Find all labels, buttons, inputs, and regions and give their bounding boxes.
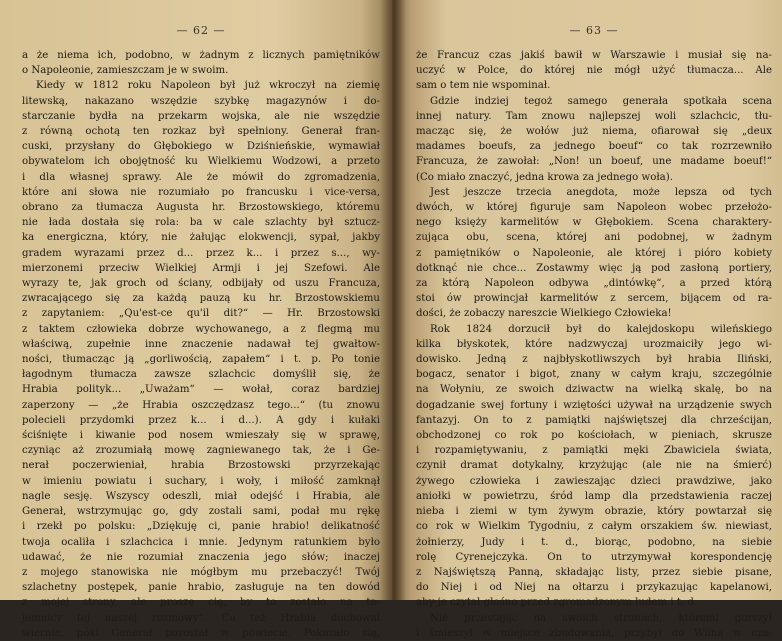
text-line: nerał poczerwieniał, hrabia Brzostowski przyrzekając — [22, 460, 380, 472]
page-number: — 63 — — [569, 24, 619, 37]
text-line: a że niema ich, podobno, w żadnym z licznych pamiętników — [22, 50, 380, 61]
text-line: za którą Napoleon odbywa „dintówkę“, a przed którą — [416, 278, 772, 290]
text-line: i rozpamiętywaniu, z pamiątki męki Zbawiciela świata, — [416, 445, 772, 457]
text-line: Hrabia polityk... „Uważam“ — wołał, coraz bardziej — [22, 384, 380, 396]
text-line: aniołki w powietrzu, śród lamp dla przedstawienia raczej — [416, 490, 772, 502]
text-line: zująca obu, scena, której ani podobnej, w żadnym — [416, 232, 772, 244]
text-line: nie łada dostała się rola: ba w cale szlachty był sztucz- — [22, 217, 380, 229]
text-line: dości, że zobaczy nareszcie Wielkiego Człowieka! — [416, 308, 672, 320]
text-line: Nie przestając na swoich stronach, któremi gorszył — [430, 612, 772, 624]
text-line: z mojej strony, ale proszę cię, by to zostało na ta- — [22, 597, 380, 609]
text-line: i śmieszył w miejsce zbudowania, przybył do Wilna w cza- — [416, 627, 772, 639]
text-line: litewską, nakazano wszędzie szybkę magazynów i do- — [22, 95, 380, 107]
page-text — [22, 48, 380, 641]
text-line: ściśnięte i kiwanie pod nosem wmieszały się w sprawę, — [22, 430, 380, 442]
text-line: rolę Cyrenejczyka. On to utrzymywał korespondencję — [416, 551, 772, 563]
text-line: dogadzanie swej fortuny i wziętości używał na urządzenie swych — [416, 399, 772, 411]
text-line: Generał, wstrzymując go, gdy zostali sami, podał mu rękę — [22, 506, 380, 518]
text-line: czyniąc aż zrozumiałą mowę zagniewanego tak, że i Ge- — [22, 445, 380, 457]
text-line: gradem wyrazami przez d... przez k... i przez s..., wy- — [22, 247, 380, 259]
text-line: polecieli przydomki przez k... i d...). A gdy i kułaki — [22, 414, 380, 426]
text-line: bogacz, senator i bigot, znany w całym kraju, szczególnie — [416, 369, 772, 381]
text-line: z zapytaniem: „Qu'est-ce qu'il dit?“ — Hr. Brzostowski — [22, 308, 380, 320]
text-line: Jest jeszcze trzecia anegdota, może lepsza od tych — [430, 186, 772, 198]
text-line: żołnierzy, Judy i t. d., biorąc, podobno, na siebie — [416, 536, 772, 548]
text-line: stoi ów prowincjał karmelitów z sercem, bijącem od ra- — [416, 293, 772, 305]
text-line: z taktem człowieka dobrze wychowanego, a z flegmą mu — [22, 323, 380, 335]
text-line: Kiedy w 1812 roku Napoleon był już wkroczył na ziemię — [36, 80, 380, 92]
text-line: które ani słowa nie rozumiało po francusku i vice-versa, — [22, 186, 380, 198]
text-line: zaperzony — „że Hrabia oszczędzasz tego...“ (tu znowu — [22, 399, 380, 411]
text-line: sam o tem nie wspominał. — [416, 80, 551, 92]
text-line: zwracającego się za każdą pauzą ku hr. Brzostowskiemu — [22, 293, 380, 305]
book-gutter — [380, 0, 406, 600]
text-line: w imieniu powiatu i suchary, i woły, i miłość zamknął — [22, 475, 380, 487]
text-line: cuski, przysłany do Głębokiego w Dziśnieńskie, wymawiał — [22, 141, 380, 153]
text-line: innej natury. Tam znowu najlepszej woli szlachcic, tłu- — [416, 110, 772, 122]
text-line: żywego człowieka i zawieszając dzieci prawdziwe, jako — [416, 475, 772, 487]
text-line: obchodzonej co rok po kościołach, w pieniach, skrusze — [416, 430, 772, 442]
text-line: Francuza, że zawołał: „Non! un boeuf, une madame boeuf!“ — [416, 156, 772, 168]
text-line: aby je czytał głośno przed zgromadzonym ludem i t. d. — [416, 597, 698, 609]
text-line: kilka błyskotek, które nadzwyczaj urozmaiciły jego wi- — [416, 338, 772, 350]
text-line: łagodnym tłumacza zawsze szlachcic domyślił się, że — [22, 369, 380, 381]
text-line: z Najświętszą Panną, składając listy, przez siebie pisane, — [416, 566, 772, 578]
text-line: co rok w Wielkim Tygodniu, z całym orszakiem św. niewiast, — [416, 521, 772, 533]
text-line: obrano za tłumacza Augusta hr. Brzostowskiego, któremu — [22, 202, 380, 214]
text-line: Gdzie indziej tegoż samego generała spotkała scena — [430, 95, 772, 107]
text-line: czynił dramat dotykalny, krzyżując (ale nie na śmierć) — [416, 460, 772, 472]
text-line: starczanie bydła na przekarm wojska, ale nie wszędzie — [22, 110, 380, 122]
text-line: (Co miało znaczyć, jedna krowa za jednego woła). — [416, 171, 673, 183]
text-line: dwóch, w której figuruje sam Napoleon wobec przełożo- — [416, 202, 772, 214]
text-line: twoja ocaliła i szlachcica i mnie. Jedynym ratunkiem było — [22, 536, 380, 548]
text-line: ka energiczna, który, nie żałując elokwencji, sypał, jakby — [22, 232, 380, 244]
text-line: i rzekł po polsku: „Dziękuję ci, panie hrabio! delikatność — [22, 521, 380, 533]
text-line: że Francuz czas jakiś bawił w Warszawie i musiał się na- — [416, 50, 772, 61]
text-line: mierzonemi przeciw Wielkiej Armji i jej Szefowi. Ale — [22, 262, 380, 274]
text-line: do Niej i od Niej na ołtarzu i przykazując kapelanowi, — [416, 582, 772, 594]
text-line: udawać, że nie rozumiał znaczenia jego słów; inaczej — [22, 551, 380, 563]
text-line: dotknąć nie chce... Zostawmy więc ją pod zasłoną portiery, — [416, 262, 772, 274]
text-line: Rok 1824 dorzucił był do kalejdoskopu wileńskiego — [430, 323, 772, 335]
text-line: o Napoleonie, zamieszczam je w swoim. — [22, 65, 229, 77]
text-line: ności, tłumacząc ją „gorliwością, zapałem“ i t. p. Po tonie — [22, 354, 380, 366]
page-text — [416, 48, 772, 641]
text-line: na Wołyniu, ze swoich dziwactw na wielką skalę, bo na — [416, 384, 772, 396]
text-line: z pamiętników o Napoleonie, ale której i pióro kobiety — [416, 247, 772, 259]
text-line: właściwą, zupełnie inne znaczenie nadawał tej gwałtow- — [22, 338, 380, 350]
text-line: uczyć w Polce, do której nie mógł użyć tłumacza... Ale — [416, 65, 772, 77]
left-page — [0, 0, 392, 639]
text-line: wyrazy te, jak groch od ściany, odbijały od uszu Francuza, — [22, 278, 380, 290]
text-line: fantazyj. On to z pamiątki najświętszej dla chrześcijan, — [416, 414, 772, 426]
text-line: macząc się, że wołów już niema, ofiarował się „deux — [416, 126, 772, 138]
right-page — [392, 0, 782, 639]
text-line: nagle sesję. Wszyscy odeszli, miał odejść i Hrabia, ale — [22, 490, 380, 502]
text-line: i dla własnej sprawy. Ale że mówił do zgromadzenia, — [22, 171, 380, 183]
page-number: — 62 — — [176, 24, 226, 37]
text-line: szlachetny postępek, panie hrabio, zasługuje na ten dowód — [22, 582, 380, 594]
text-line: z równą ochotą ten rozkaz był spełniony. Generał fran- — [22, 126, 380, 138]
text-line: jemnicy tej naszej rozmowy“. Co też Hrabia dochował — [22, 612, 380, 624]
text-line: nieba i ziemi w tym żywym obrazie, który powtarzał się — [416, 506, 772, 518]
text-line: obywatelom ich obojętność ku Wielkiemu Wodzowi, a przeto — [22, 156, 380, 168]
text-line: z mojego stanowiska nie mógłbym mu przebaczyć! Twój — [22, 566, 380, 578]
text-line: nego księży karmelitów w Głębokiem. Scena charaktery- — [416, 217, 772, 229]
text-line: madames boeufs, za jednego boeuf“ co tak rozrzewniło — [416, 141, 772, 153]
text-line: wiernie, póki Generał pozostał w powiecie. Pokazało się, — [22, 627, 380, 639]
text-line: dowisko. Jedną z najbłyskotliwszych był hrabia Iliński, — [416, 354, 772, 366]
